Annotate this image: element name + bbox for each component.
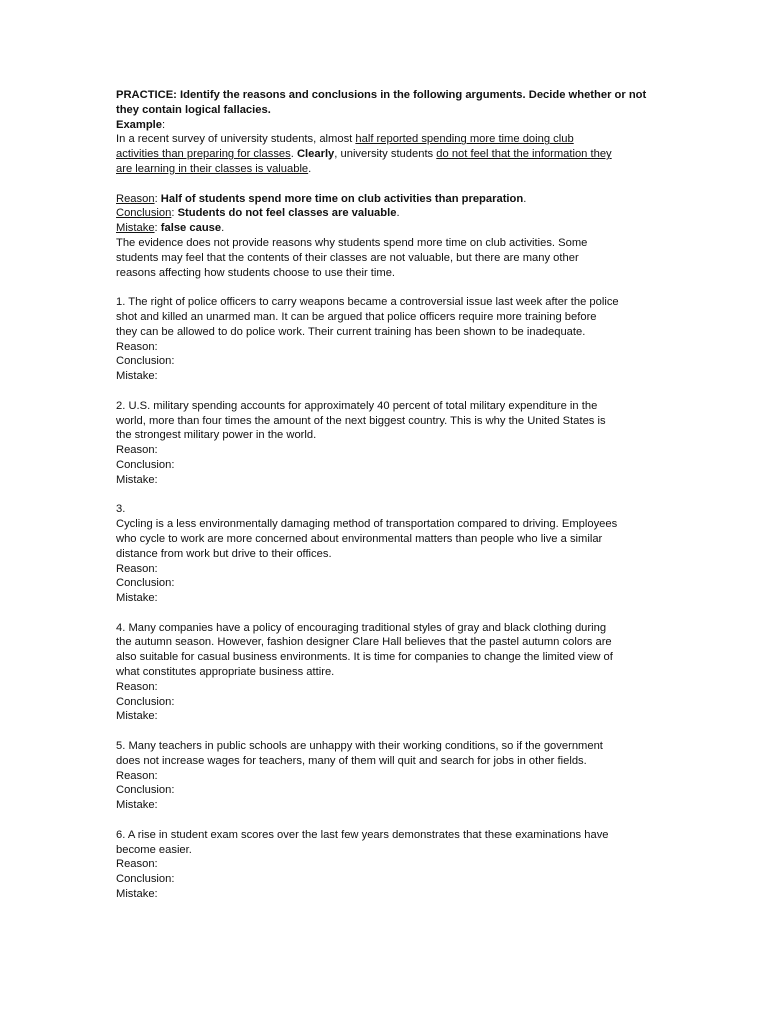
mistake-label: Mistake:: [116, 888, 158, 901]
example-underlined-conclusion-cont: are learning in their classes is valuable: [116, 162, 309, 175]
worksheet-page: [116, 88, 652, 902]
spacer: [116, 724, 652, 739]
example-heading-colon: :: [162, 118, 166, 131]
question-text-line: shot and killed an unarmed man. It can be argued that police officers require more training before: [116, 310, 597, 323]
example-text-line-2: [116, 147, 652, 162]
example-heading: [116, 118, 652, 133]
question-5: [116, 739, 652, 813]
spacer: [116, 384, 652, 399]
question-text-line: world, more than four times the amount of the next biggest country. This is why the United States is: [116, 414, 606, 427]
conclusion-label: Conclusion:: [116, 873, 175, 886]
reason-label: Reason:: [116, 562, 158, 575]
spacer: [116, 177, 652, 192]
example-reason-label: Reason: [116, 192, 155, 205]
example-mistake-label: Mistake: [116, 222, 155, 235]
example-indicator-word: Clearly: [296, 148, 335, 161]
mistake-label: Mistake:: [116, 370, 158, 383]
question-text-line: become easier.: [116, 843, 192, 856]
example-conclusion: Conclusion: Students do not feel classes are valuable.: [116, 207, 400, 220]
instructions-line-1: PRACTICE: Identify the reasons and conclusions in the following arguments. Decide whether or not: [116, 89, 647, 101]
reason-label: Reason:: [116, 680, 158, 693]
instructions: [116, 88, 652, 118]
mistake-label: Mistake:: [116, 799, 158, 812]
conclusion-label: Conclusion:: [116, 784, 175, 797]
question-2: [116, 399, 652, 488]
example-text-line-3: [116, 162, 652, 177]
question-text-line: 4. Many companies have a policy of encouraging traditional styles of gray and black clothing during: [116, 621, 607, 634]
question-text-line: 1. The right of police officers to carry weapons became a controversial issue last week after the police: [116, 296, 619, 309]
instructions-line-2: they contain logical fallacies.: [116, 103, 271, 116]
spacer: [116, 813, 652, 828]
spacer: [116, 488, 652, 503]
question-text-line: what constitutes appropriate business attire.: [116, 666, 335, 679]
example-text-part: In a recent survey of university students, almost: [116, 133, 356, 146]
mistake-label: Mistake:: [116, 710, 158, 723]
question-text-line: 2. U.S. military spending accounts for approximately 40 percent of total military expenditure in the: [116, 399, 598, 412]
question-text-line: does not increase wages for teachers, many of them will quit and search for jobs in other fields.: [116, 754, 587, 767]
example-conclusion-value: Students do not feel classes are valuable: [177, 207, 397, 220]
example-reason: Reason: Half of students spend more time on club activities than preparation.: [116, 192, 527, 205]
question-text-line: also suitable for casual business environments. It is time for companies to change the limited view of: [116, 651, 613, 664]
example-underlined-conclusion: do not feel that the information they: [436, 148, 612, 161]
example-text-part: .: [308, 162, 312, 175]
reason-label: Reason:: [116, 340, 158, 353]
example-text-line-1: [116, 132, 652, 147]
question-text-line: who cycle to work are more concerned about environmental matters than people who live a similar: [116, 532, 603, 545]
example-explanation-line-3: reasons affecting how students choose to use their time.: [116, 266, 396, 279]
reason-label: Reason:: [116, 769, 158, 782]
question-number: 3.: [116, 503, 126, 516]
example-underlined-reason: half reported spending more time doing club: [355, 133, 574, 146]
example-section: [116, 118, 652, 281]
spacer: [116, 280, 652, 295]
example-reason-value: Half of students spend more time on club activities than preparation: [160, 192, 524, 205]
example-text-part: , university students: [334, 148, 437, 161]
reason-label: Reason:: [116, 858, 158, 871]
question-text-line: Cycling is a less environmentally damaging method of transportation compared to driving. Employees: [116, 518, 618, 531]
conclusion-label: Conclusion:: [116, 577, 175, 590]
example-mistake-value: false cause: [160, 222, 222, 235]
question-text-line: 5. Many teachers in public schools are unhappy with their working conditions, so if the government: [116, 740, 603, 753]
question-text-line: the strongest military power in the world.: [116, 429, 317, 442]
mistake-label: Mistake:: [116, 473, 158, 486]
example-text-part: .: [290, 148, 297, 161]
example-conclusion-label: Conclusion: [116, 207, 172, 220]
question-3: [116, 502, 652, 606]
example-heading-text: Example: [116, 118, 163, 131]
example-mistake: Mistake: false cause.: [116, 222, 225, 235]
question-text-line: the autumn season. However, fashion designer Clare Hall believes that the pastel autumn colors are: [116, 636, 612, 649]
conclusion-label: Conclusion:: [116, 695, 175, 708]
conclusion-label: Conclusion:: [116, 355, 175, 368]
question-6: [116, 828, 652, 902]
reason-label: Reason:: [116, 444, 158, 457]
question-1: [116, 295, 652, 384]
conclusion-label: Conclusion:: [116, 458, 175, 471]
example-underlined-reason-cont: activities than preparing for classes: [116, 148, 291, 161]
mistake-label: Mistake:: [116, 592, 158, 605]
question-4: [116, 621, 652, 725]
example-explanation-line-1: The evidence does not provide reasons why students spend more time on club activities. Some: [116, 236, 588, 249]
example-explanation-line-2: students may feel that the contents of their classes are not valuable, but there are many other: [116, 251, 579, 264]
question-text-line: 6. A rise in student exam scores over the last few years demonstrates that these examinations have: [116, 828, 609, 841]
spacer: [116, 606, 652, 621]
question-text-line: they can be allowed to do police work. Their current training has been shown to be inadequate.: [116, 325, 586, 338]
question-text-line: distance from work but drive to their offices.: [116, 547, 332, 560]
